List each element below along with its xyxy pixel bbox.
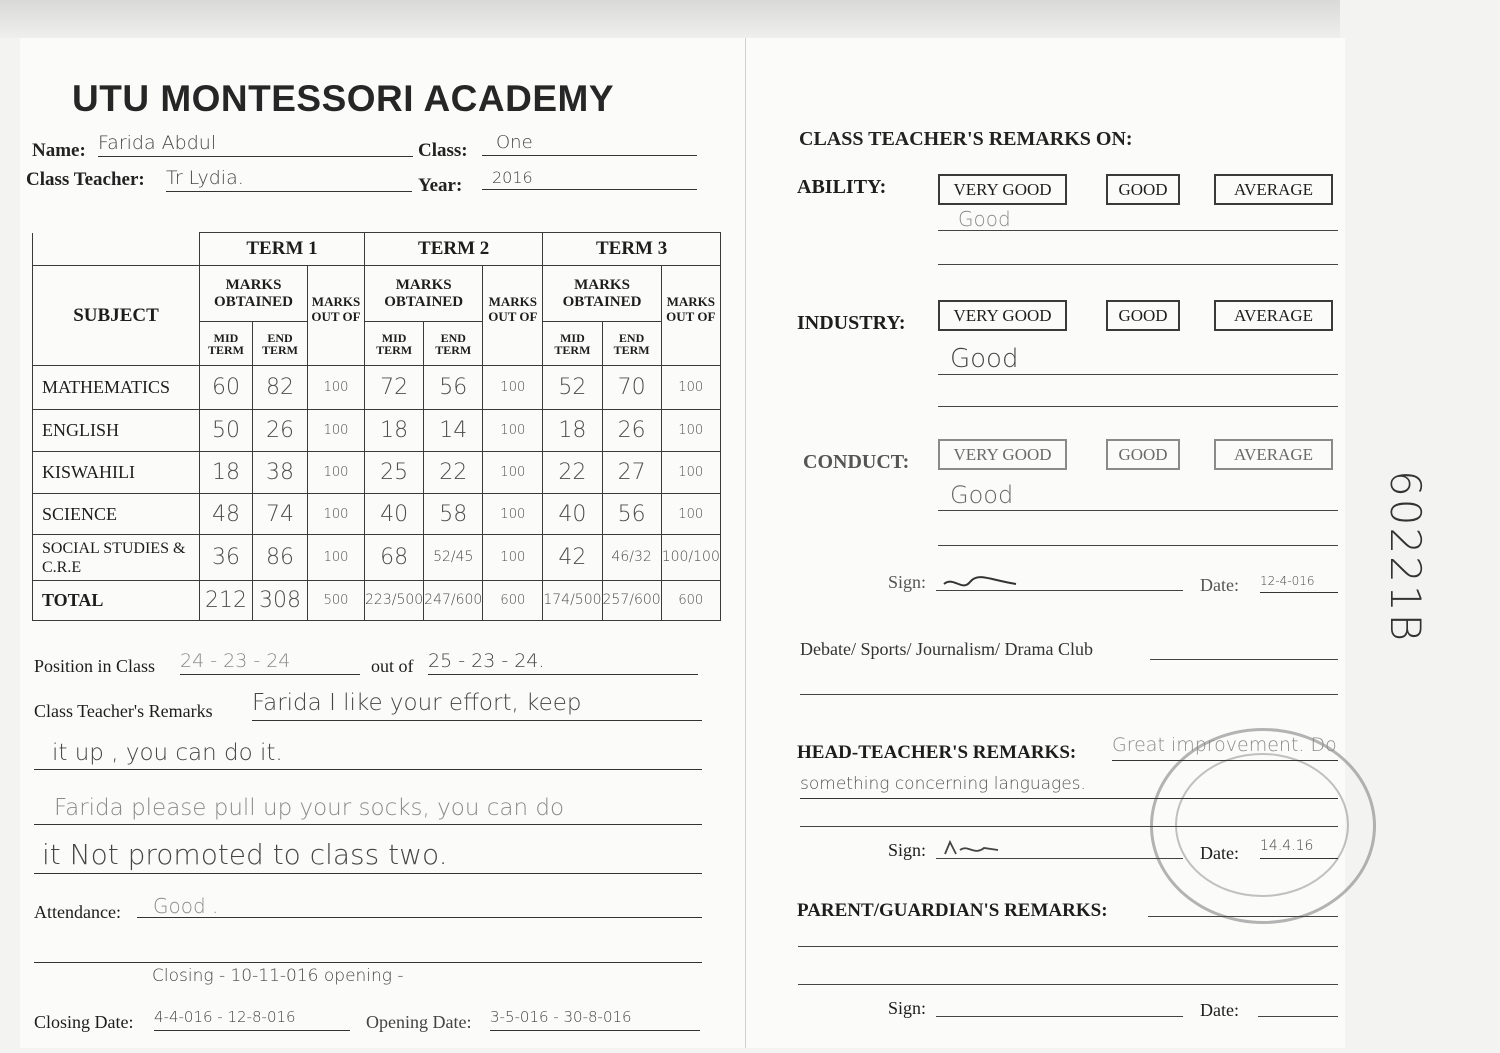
- marks-out-of-cell: 100: [661, 410, 720, 452]
- closing-date-label: Closing Date:: [34, 1012, 134, 1032]
- class-teacher-remarks-line1: Farida I like your effort, keep: [252, 690, 702, 721]
- ability-good-box: GOOD: [1106, 174, 1180, 205]
- parent-sign-label: Sign:: [888, 998, 927, 1018]
- class-teacher-remarks-line3: Farida please pull up your socks, you can do: [34, 795, 702, 825]
- subject-cell: MATHEMATICS: [33, 366, 200, 410]
- end-term-cell: 14: [424, 410, 483, 452]
- marks-out-of-cell: 100: [483, 494, 543, 535]
- mid-term-cell: 68: [365, 535, 424, 581]
- table-corner: [33, 233, 200, 266]
- industry-label: INDUSTRY:: [797, 312, 906, 334]
- end-term-cell: 56: [602, 494, 661, 535]
- conduct-line: [938, 545, 1338, 546]
- side-serial-number: 60221B: [1381, 470, 1430, 644]
- mid-term-cell: 22: [543, 452, 602, 494]
- marks-obtained-header: MARKS OBTAINED: [365, 266, 483, 322]
- ability-value: Good: [958, 207, 1011, 231]
- clubs-line: [1150, 659, 1338, 660]
- end-term-cell: 308: [253, 581, 308, 621]
- conduct-label: CONDUCT:: [803, 451, 910, 473]
- marks-out-of-cell: 100: [483, 452, 543, 494]
- marks-out-of-cell: 100: [483, 410, 543, 452]
- year-value: 2016: [482, 168, 697, 190]
- conduct-value: Good: [950, 481, 1014, 509]
- end-term-cell: 22: [424, 452, 483, 494]
- mid-term-cell: 72: [365, 366, 424, 410]
- end-term-cell: 257/600: [602, 581, 661, 621]
- mid-term-cell: 40: [543, 494, 602, 535]
- mid-term-cell: 18: [365, 410, 424, 452]
- term2-header: TERM 2: [365, 233, 543, 266]
- end-term-cell: 58: [424, 494, 483, 535]
- ability-line: [938, 264, 1338, 265]
- term3-header: TERM 3: [543, 233, 721, 266]
- head-sign-label: Sign:: [888, 840, 927, 860]
- head-date-value: 14.4.16: [1260, 838, 1338, 859]
- mid-term-header: MID TERM: [543, 322, 602, 366]
- head-teacher-line: [800, 826, 1338, 827]
- head-teacher-remarks-label: HEAD-TEACHER'S REMARKS:: [797, 742, 1077, 763]
- end-term-cell: 52/45: [424, 535, 483, 581]
- mid-term-header: MID TERM: [365, 322, 424, 366]
- parent-sign-line: [936, 1016, 1183, 1017]
- end-term-cell: 86: [253, 535, 308, 581]
- fold-divider: [745, 38, 746, 1048]
- marks-out-of-cell: 600: [661, 581, 720, 621]
- marks-out-of-header: MARKS OUT OF: [483, 266, 543, 366]
- conduct-average-box: AVERAGE: [1214, 439, 1333, 470]
- marks-obtained-header: MARKS OBTAINED: [200, 266, 308, 322]
- remarks-heading: CLASS TEACHER'S REMARKS ON:: [799, 128, 1133, 150]
- ability-line: [938, 230, 1338, 231]
- closing-note: Closing - 10-11-016 opening -: [152, 966, 404, 986]
- mid-term-cell: 60: [200, 366, 253, 410]
- subject-cell: KISWAHILI: [33, 452, 200, 494]
- marks-out-of-header: MARKS OUT OF: [308, 266, 365, 366]
- mid-term-cell: 48: [200, 494, 253, 535]
- end-term-cell: 74: [253, 494, 308, 535]
- scan-top-shadow: [0, 0, 1340, 38]
- ability-label: ABILITY:: [797, 176, 887, 198]
- marks-out-of-cell: 100: [308, 494, 365, 535]
- mid-term-cell: 18: [543, 410, 602, 452]
- marks-out-of-cell: 100: [308, 410, 365, 452]
- class-teacher-label: Class Teacher:: [26, 169, 145, 190]
- mid-term-cell: 174/500: [543, 581, 602, 621]
- subject-header: SUBJECT: [33, 266, 200, 366]
- position-value: 24 - 23 - 24: [180, 650, 360, 675]
- marks-out-of-cell: 100: [661, 494, 720, 535]
- ability-average-box: AVERAGE: [1214, 174, 1333, 205]
- end-term-cell: 26: [253, 410, 308, 452]
- out-of-value: 25 - 23 - 24.: [428, 650, 698, 675]
- end-term-cell: 56: [424, 366, 483, 410]
- teacher-date-label: Date:: [1200, 575, 1239, 595]
- parent-date-label: Date:: [1200, 1000, 1239, 1020]
- subject-cell: ENGLISH: [33, 410, 200, 452]
- teacher-signature: [940, 572, 1020, 594]
- mid-term-cell: 223/500: [365, 581, 424, 621]
- end-term-cell: 82: [253, 366, 308, 410]
- end-term-cell: 26: [602, 410, 661, 452]
- marks-out-of-cell: 500: [308, 581, 365, 621]
- clubs-label: Debate/ Sports/ Journalism/ Drama Club: [800, 639, 1093, 659]
- subject-cell: SOCIAL STUDIES & C.R.E: [33, 535, 200, 581]
- class-teacher-remarks-label: Class Teacher's Remarks: [34, 701, 213, 721]
- clubs-line: [800, 694, 1338, 695]
- class-teacher-remarks-line4: it Not promoted to class two.: [34, 838, 702, 874]
- industry-line: [938, 374, 1338, 375]
- parent-remarks-line: [798, 984, 1338, 985]
- name-value: Farida Abdul: [98, 132, 413, 157]
- end-term-cell: 38: [253, 452, 308, 494]
- end-term-header: END TERM: [253, 322, 308, 366]
- marks-table: [32, 232, 721, 621]
- teacher-date-value: 12-4-016: [1260, 574, 1338, 593]
- position-label: Position in Class: [34, 656, 156, 676]
- mid-term-cell: 40: [365, 494, 424, 535]
- conduct-very-good-box: VERY GOOD: [938, 439, 1067, 470]
- attendance-label: Attendance:: [34, 902, 121, 922]
- conduct-good-box: GOOD: [1106, 439, 1180, 470]
- opening-date-label: Opening Date:: [366, 1012, 472, 1032]
- head-teacher-remarks-line2: something concerning languages.: [800, 774, 1338, 799]
- closing-date-value: 4-4-016 - 12-8-016: [154, 1008, 350, 1031]
- table-row: [33, 452, 721, 494]
- mid-term-cell: 18: [200, 452, 253, 494]
- table-row: [33, 366, 721, 410]
- table-row: [33, 535, 721, 581]
- industry-line: [938, 406, 1338, 407]
- marks-out-of-cell: 100/100: [661, 535, 720, 581]
- year-label: Year:: [418, 175, 463, 196]
- name-label: Name:: [32, 140, 86, 161]
- marks-out-of-cell: 100: [661, 452, 720, 494]
- teacher-sign-label: Sign:: [888, 572, 927, 592]
- table-row: [33, 410, 721, 452]
- marks-out-of-cell: 100: [661, 366, 720, 410]
- mid-term-cell: 212: [200, 581, 253, 621]
- marks-out-of-cell: 100: [483, 535, 543, 581]
- end-term-cell: 70: [602, 366, 661, 410]
- industry-average-box: AVERAGE: [1214, 300, 1333, 331]
- class-teacher-value: Tr Lydia.: [166, 167, 412, 192]
- end-term-cell: 27: [602, 452, 661, 494]
- end-term-header: END TERM: [424, 322, 483, 366]
- blank-line: [34, 940, 702, 963]
- class-teacher-remarks-line2: it up , you can do it.: [34, 740, 702, 770]
- marks-out-of-cell: 100: [308, 535, 365, 581]
- head-date-label: Date:: [1200, 843, 1239, 863]
- mid-term-header: MID TERM: [200, 322, 253, 366]
- marks-out-of-cell: 100: [308, 366, 365, 410]
- mid-term-cell: 25: [365, 452, 424, 494]
- mid-term-cell: 50: [200, 410, 253, 452]
- marks-out-of-cell: 100: [483, 366, 543, 410]
- class-label: Class:: [418, 140, 468, 161]
- head-teacher-remarks-line1: Great improvement. Do: [1112, 734, 1338, 761]
- industry-very-good-box: VERY GOOD: [938, 300, 1067, 331]
- marks-obtained-header: MARKS OBTAINED: [543, 266, 661, 322]
- table-row: [33, 494, 721, 535]
- marks-out-of-header: MARKS OUT OF: [661, 266, 720, 366]
- end-term-cell: 46/32: [602, 535, 661, 581]
- conduct-line: [938, 510, 1338, 511]
- head-teacher-signature: [942, 838, 1002, 860]
- out-of-label: out of: [371, 656, 414, 676]
- industry-value: Good: [950, 344, 1019, 374]
- mid-term-cell: 36: [200, 535, 253, 581]
- mid-term-cell: 52: [543, 366, 602, 410]
- parent-remarks-line: [1148, 916, 1338, 917]
- parent-remarks-label: PARENT/GUARDIAN'S REMARKS:: [797, 900, 1108, 921]
- industry-good-box: GOOD: [1106, 300, 1180, 331]
- class-value: One: [482, 132, 697, 156]
- attendance-value: Good .: [137, 894, 702, 918]
- end-term-cell: 247/600: [424, 581, 483, 621]
- opening-date-value: 3-5-016 - 30-8-016: [490, 1008, 700, 1031]
- marks-out-of-cell: 600: [483, 581, 543, 621]
- marks-out-of-cell: 100: [308, 452, 365, 494]
- end-term-header: END TERM: [602, 322, 661, 366]
- school-name: UTU MONTESSORI ACADEMY: [72, 78, 615, 119]
- subject-cell: TOTAL: [33, 581, 200, 621]
- parent-date-line: [1258, 1016, 1338, 1017]
- term1-header: TERM 1: [200, 233, 365, 266]
- table-row: [33, 581, 721, 621]
- subject-cell: SCIENCE: [33, 494, 200, 535]
- parent-remarks-line: [798, 946, 1338, 947]
- ability-very-good-box: VERY GOOD: [938, 174, 1067, 205]
- mid-term-cell: 42: [543, 535, 602, 581]
